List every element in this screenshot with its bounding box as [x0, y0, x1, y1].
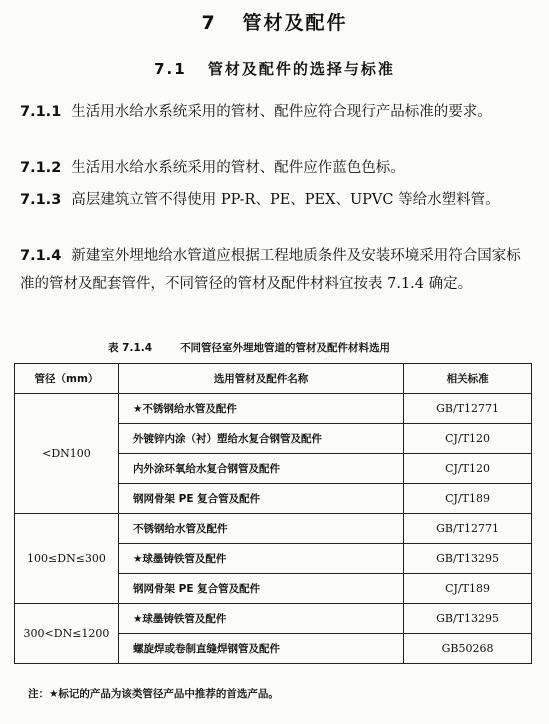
clause-7-1-4: [20, 242, 532, 298]
diameter-cell: 100≤DN≤300: [15, 514, 119, 604]
table-row: [15, 514, 532, 544]
chapter-number: 7: [201, 12, 217, 34]
clause-number: 7.1.2: [20, 160, 62, 176]
material-cell: 钢网骨架 PE 复合管及配件: [118, 574, 403, 604]
clause-number: 7.1.1: [20, 104, 62, 120]
diameter-cell: 300<DN≤1200: [15, 604, 119, 664]
standard-cell: GB/T12771: [404, 394, 532, 424]
clause-7-1-1: [20, 98, 532, 126]
clause-text: 生活用水给水系统采用的管材、配件应作蓝色色标。: [71, 160, 405, 176]
material-cell: ★不锈钢给水管及配件: [118, 394, 403, 424]
section-heading: [0, 58, 549, 79]
material-cell: ★球墨铸铁管及配件: [118, 604, 403, 634]
table-note: 注：★标记的产品为该类管径产品中推荐的首选产品。: [28, 688, 279, 700]
material-cell: 钢网骨架 PE 复合管及配件: [118, 484, 403, 514]
header-standard: 相关标准: [404, 364, 532, 394]
header-material: 选用管材及配件名称: [118, 364, 403, 394]
pipe-material-table: [14, 363, 532, 664]
clause-text: 新建室外埋地给水管道应根据工程地质条件及安装环境采用符合国家标准的管材及配套管件，不同管径的管材及配件材料宜按表 7.1.4 确定。: [20, 248, 521, 292]
table-caption: [108, 340, 390, 355]
standard-cell: GB/T12771: [404, 514, 532, 544]
clause-number: 7.1.4: [20, 248, 62, 264]
table-caption-number: 表 7.1.4: [108, 342, 153, 354]
material-cell: 螺旋焊或卷制直缝焊钢管及配件: [118, 634, 403, 664]
material-cell: 内外涂环氧给水复合钢管及配件: [118, 454, 403, 484]
clause-7-1-2: [20, 154, 532, 182]
diameter-cell: <DN100: [15, 394, 119, 514]
material-cell: 外镀锌内涂（衬）塑给水复合钢管及配件: [118, 424, 403, 454]
section-number: 7.1: [154, 60, 187, 78]
standard-cell: CJ/T189: [404, 484, 532, 514]
section-title: 管材及配件的选择与标准: [207, 60, 395, 78]
standard-cell: GB/T13295: [404, 544, 532, 574]
table-header-row: [15, 364, 532, 394]
material-cell: ★球墨铸铁管及配件: [118, 544, 403, 574]
clause-number: 7.1.3: [20, 192, 62, 208]
chapter-heading: [0, 8, 549, 35]
header-diameter: 管径（mm）: [15, 364, 119, 394]
clause-text: 生活用水给水系统采用的管材、配件应符合现行产品标准的要求。: [71, 104, 492, 120]
table-caption-title: 不同管径室外埋地管道的管材及配件材料选用: [180, 342, 391, 354]
clause-text: 高层建筑立管不得使用 PP-R、PE、PEX、UPVC 等给水塑料管。: [71, 192, 500, 208]
table-row: [15, 394, 532, 424]
clause-7-1-3: [20, 186, 532, 214]
standard-cell: CJ/T120: [404, 424, 532, 454]
chapter-title: 管材及配件: [242, 12, 348, 34]
standard-cell: CJ/T120: [404, 454, 532, 484]
standard-cell: CJ/T189: [404, 574, 532, 604]
table-row: [15, 604, 532, 634]
material-cell: 不锈钢给水管及配件: [118, 514, 403, 544]
standard-cell: GB/T13295: [404, 604, 532, 634]
standard-cell: GB50268: [404, 634, 532, 664]
